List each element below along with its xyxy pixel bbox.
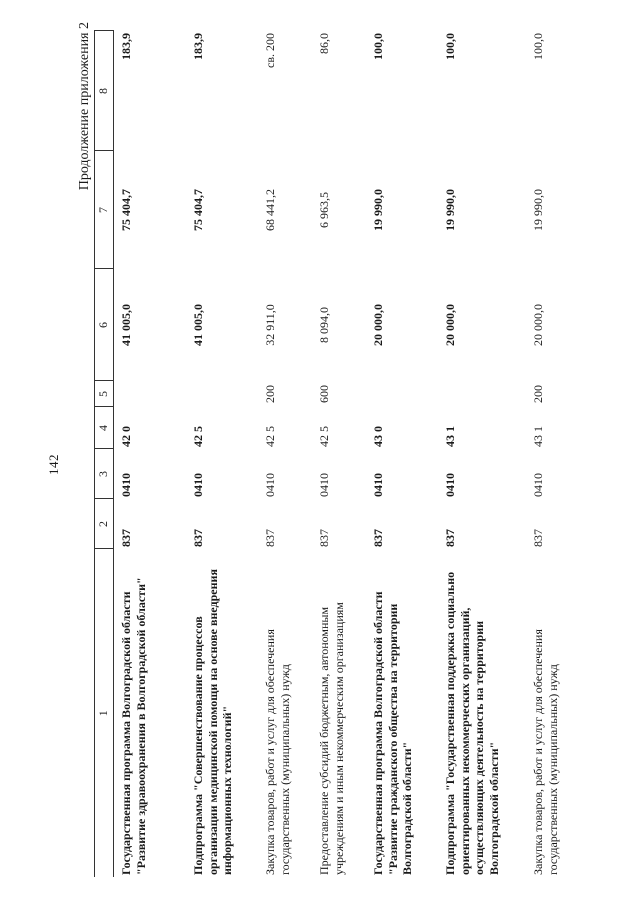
table-row (312, 31, 366, 877)
header-col-3: 3 (95, 449, 114, 499)
row-col-4: 43 0 (371, 426, 385, 447)
row-col-3: 0410 (263, 473, 277, 497)
row-col-3: 0410 (119, 473, 133, 497)
row-col-6: 20 000,0 (371, 304, 385, 346)
row-col-7: 6 963,5 (317, 192, 331, 228)
row-col-6: 8 094,0 (317, 307, 331, 343)
row-col-4: 42 5 (191, 426, 205, 447)
row-col-2: 837 (191, 529, 205, 547)
row-col-8: 183,9 (119, 33, 133, 60)
header-col-5: 5 (95, 381, 114, 407)
row-col-2: 837 (531, 529, 545, 547)
row-col-6: 32 911,0 (263, 304, 277, 346)
row-col-2: 837 (263, 529, 277, 547)
row-col-8: св. 200 (263, 33, 277, 68)
header-col-1: 1 (95, 549, 114, 877)
row-name: Подпрограмма "Государственная поддержка социально ориентированных некоммерческих организаций, осуществляющих деятельность на территории Волгоградской области" (443, 571, 501, 875)
row-col-8: 86,0 (317, 33, 331, 54)
row-col-5: 200 (531, 385, 545, 403)
row-col-7: 19 990,0 (371, 189, 385, 231)
row-col-4: 42 5 (317, 426, 331, 447)
row-col-4: 43 1 (443, 426, 457, 447)
row-col-7: 19 990,0 (443, 189, 457, 231)
row-name: Закупка товаров, работ и услуг для обеспечения государственных (муниципальных) нужд (531, 629, 560, 875)
row-name: Закупка товаров, работ и услуг для обеспечения государственных (муниципальных) нужд (263, 629, 292, 875)
table-header-row (95, 31, 114, 877)
header-col-7: 7 (95, 151, 114, 269)
row-col-6: 20 000,0 (531, 304, 545, 346)
table-row (186, 31, 258, 877)
row-col-2: 837 (119, 529, 133, 547)
row-col-2: 837 (317, 529, 331, 547)
row-col-7: 75 404,7 (191, 189, 205, 231)
row-col-7: 19 990,0 (531, 189, 545, 231)
header-col-6: 6 (95, 269, 114, 381)
table-row (366, 31, 438, 877)
row-col-5 (186, 381, 258, 407)
table-row (526, 31, 580, 877)
row-name: Государственная программа Волгоградской области "Развитие здравоохранения в Волгоградской области" (119, 577, 148, 875)
row-col-3: 0410 (317, 473, 331, 497)
row-col-4: 43 1 (531, 426, 545, 447)
table-row (114, 31, 187, 877)
row-col-5 (366, 381, 438, 407)
header-col-2: 2 (95, 499, 114, 549)
header-col-4: 4 (95, 407, 114, 449)
row-col-5: 600 (317, 385, 331, 403)
row-col-8: 100,0 (371, 33, 385, 60)
header-col-8: 8 (95, 31, 114, 151)
row-col-7: 75 404,7 (119, 189, 133, 231)
row-col-3: 0410 (443, 473, 457, 497)
row-name: Подпрограмма "Совершенствование процессов организации медицинской помощи на основе внедрения информационных технологий" (191, 569, 235, 875)
row-col-7: 68 441,2 (263, 189, 277, 231)
page-number: 142 (46, 454, 61, 475)
continuation-label: Продолжение приложения 2 (77, 22, 92, 191)
table-row (258, 31, 312, 877)
row-col-3: 0410 (191, 473, 205, 497)
budget-table (94, 31, 580, 878)
row-col-2: 837 (443, 529, 457, 547)
row-col-5 (114, 381, 187, 407)
row-col-6: 20 000,0 (443, 304, 457, 346)
row-col-5 (438, 381, 526, 407)
row-col-2: 837 (371, 529, 385, 547)
row-col-3: 0410 (531, 473, 545, 497)
table-row (438, 31, 526, 877)
row-col-3: 0410 (371, 473, 385, 497)
row-col-8: 183,9 (191, 33, 205, 60)
row-col-5: 200 (263, 385, 277, 403)
row-col-6: 41 005,0 (191, 304, 205, 346)
row-col-8: 100,0 (531, 33, 545, 60)
row-col-4: 42 5 (263, 426, 277, 447)
row-col-4: 42 0 (119, 426, 133, 447)
row-name: Предоставление субсидий бюджетным, автономным учреждениям и иным некоммерческим организациям (317, 602, 346, 875)
row-name: Государственная программа Волгоградской области "Развитие гражданского общества на территории Волгоградской области" (371, 591, 415, 875)
row-col-8: 100,0 (443, 33, 457, 60)
row-col-6: 41 005,0 (119, 304, 133, 346)
